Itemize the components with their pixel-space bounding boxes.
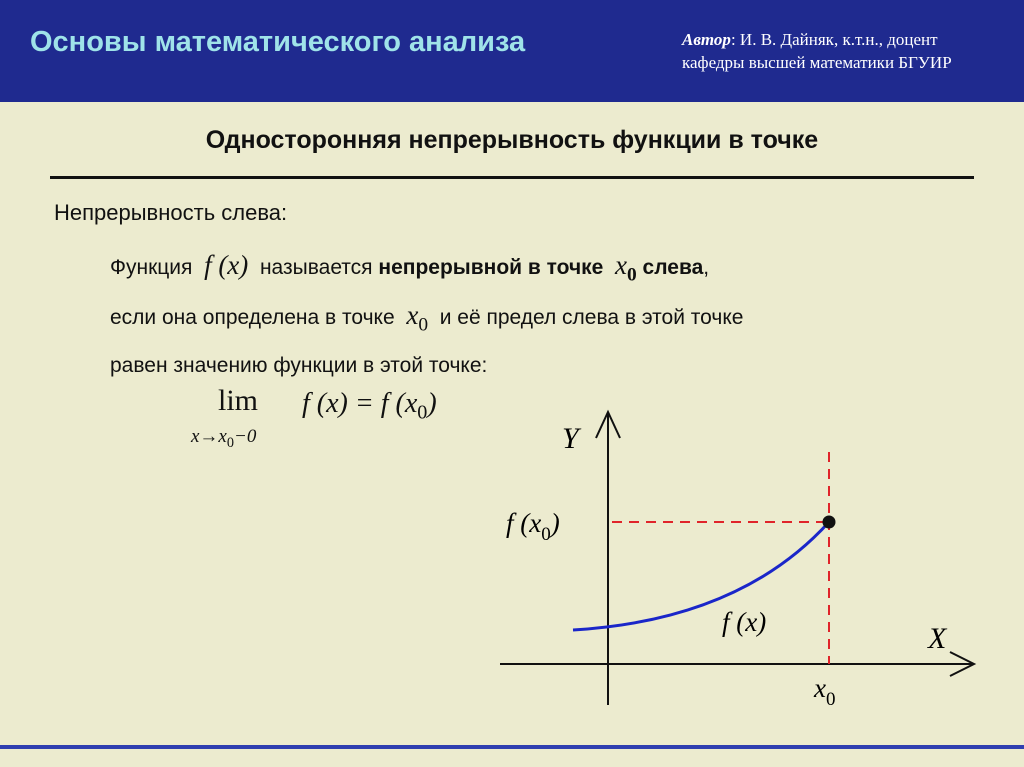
author-line2: кафедры высшей математики БГУИР	[682, 53, 952, 72]
function-curve	[573, 522, 829, 630]
subheading: Непрерывность слева:	[54, 200, 288, 225]
fx0-label: f $(x_0)$	[506, 508, 560, 545]
def-comma: ,	[703, 256, 710, 279]
x-axis-label: X	[928, 622, 947, 655]
def-line2a: если она определена в точке	[110, 306, 395, 330]
author-label: Автор	[682, 30, 731, 49]
def-bold-continuous: непрерывной в точке	[378, 256, 604, 279]
author-line1: : И. В. Дайняк, к.т.н., доцент	[730, 30, 938, 49]
def-word-called: называется	[259, 256, 373, 279]
curve-label: f (x)	[722, 607, 767, 637]
course-title: Основы математического анализа	[30, 26, 526, 58]
def-line2b: и её предел слева в этой точке	[439, 306, 744, 330]
def-fx: f (x)	[204, 250, 249, 280]
def-x0: $x_0$	[615, 250, 637, 286]
def-word-function: Функция	[110, 256, 193, 279]
definition-line-3: равен значению функции в этой точке:	[110, 353, 488, 377]
y-axis-label: Y	[562, 422, 579, 455]
lim-symbol: lim	[218, 384, 259, 417]
footer-rule	[0, 745, 1024, 749]
lim-subscript: $x\to x_0-0$	[191, 426, 257, 451]
def-bold-left: слева	[642, 256, 704, 279]
def-x0-2: $x_0$	[406, 300, 429, 336]
endpoint-dot	[823, 516, 836, 529]
slide-title: Односторонняя непрерывность функции в точке	[205, 126, 819, 154]
limit-rhs: f (x) = f $(x_0)$	[302, 388, 437, 424]
x0-label: $x_0$	[814, 673, 836, 710]
